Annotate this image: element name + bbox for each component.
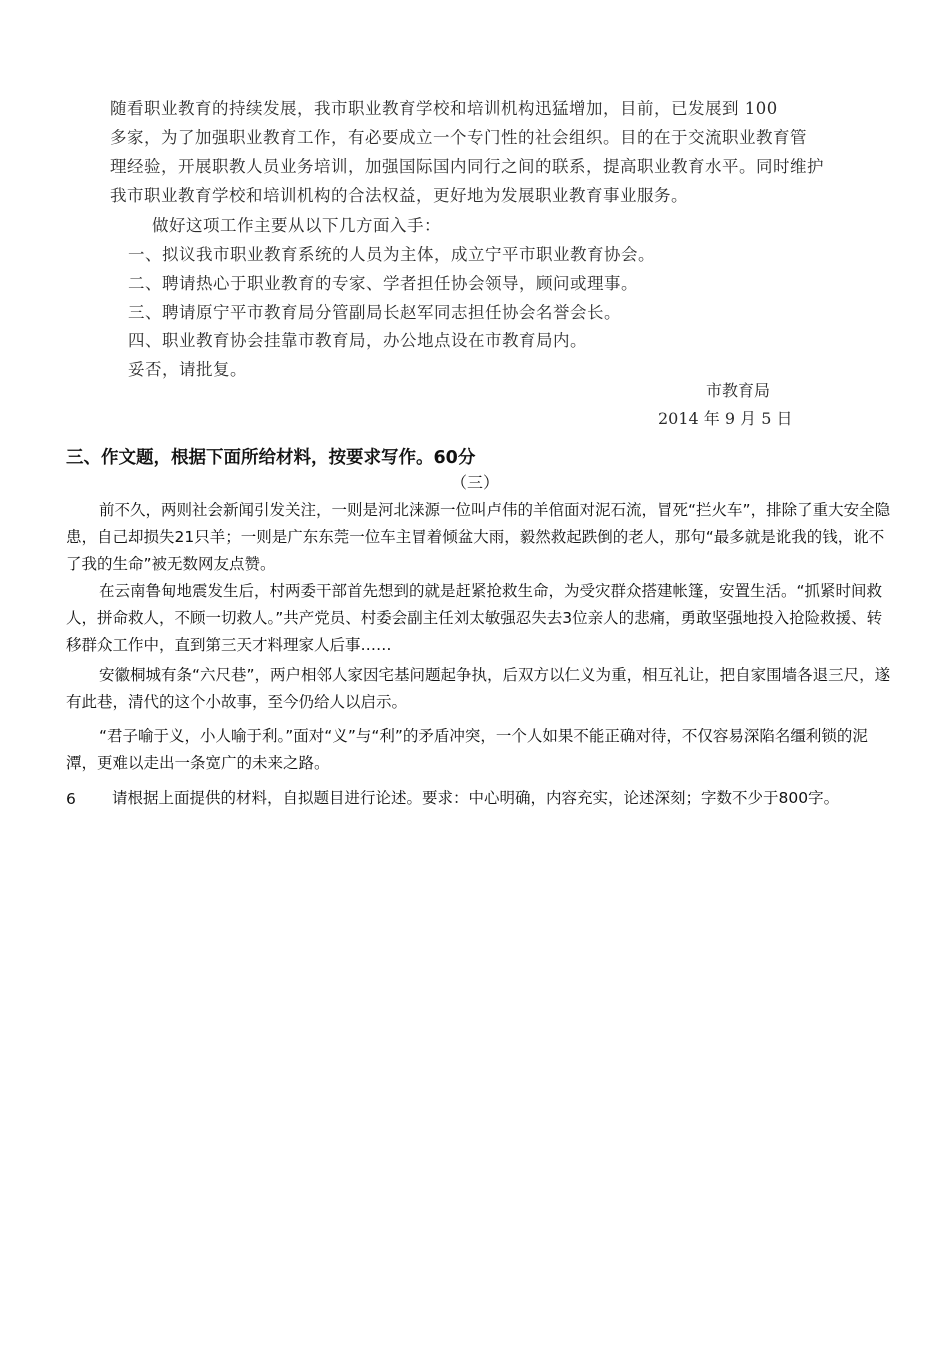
letter-line: 一、拟议我市职业教育系统的人员为主体，成立宁平市职业教育协会。 xyxy=(128,245,655,264)
scanned-letter xyxy=(110,95,880,435)
letter-date: 2014 年 9 月 5 日 xyxy=(658,409,793,428)
letter-line: 理经验，开展职教人员业务培训，加强国际国内同行之间的联系，提高职业教育水平。同时维护 xyxy=(110,157,824,176)
sub-heading: （三） xyxy=(450,473,499,492)
material-paragraph: “君子喻于义，小人喻于利。”面对“义”与“利”的矛盾冲突，一个人如果不能正确对待，不仅容易深陷名缰利锁的泥潭，更难以走出一条宽广的未来之路。 xyxy=(66,727,868,772)
letter-signature: 市教育局 xyxy=(706,381,771,400)
letter-line: 四、职业教育协会挂靠市教育局，办公地点设在市教育局内。 xyxy=(128,331,587,350)
material-paragraph: 在云南鲁甸地震发生后，村两委干部首先想到的就是赶紧抢救生命，为受灾群众搭建帐篷，安置生活。“抓紧时间救人，拼命救人，不顾一切救人。”共产党员、村委会副主任刘太敏强忍失去3位亲人的悲痛，勇敢坚强地投入抢险救援、转移群众工作中，直到第三天才料理家人后事…… xyxy=(66,582,883,654)
letter-line: 多家，为了加强职业教育工作，有必要成立一个专门性的社会组织。目的在于交流职业教育管 xyxy=(110,128,807,147)
letter-line: 三、聘请原宁平市教育局分管副局长赵军同志担任协会名誉会长。 xyxy=(128,303,621,322)
task-text: 请根据上面提供的材料，自拟题目进行论述。要求：中心明确，内容充实，论述深刻；字数不少于800字。 xyxy=(112,789,840,807)
letter-line: 妥否，请批复。 xyxy=(128,360,247,379)
section-heading: 三、作文题，根据下面所给材料，按要求写作。60分 xyxy=(66,448,476,468)
letter-line: 二、聘请热心于职业教育的专家、学者担任协会领导，顾问或理事。 xyxy=(128,274,638,293)
letter-line: 随看职业教育的持续发展，我市职业教育学校和培训机构迅猛增加，目前，已发展到 100 xyxy=(110,99,778,118)
letter-line: 我市职业教育学校和培训机构的合法权益，更好地为发展职业教育事业服务。 xyxy=(110,186,688,205)
material-paragraph: 前不久，两则社会新闻引发关注，一则是河北涞源一位叫卢伟的羊倌面对泥石流，冒死“拦火车”，排除了重大安全隐患，自己却损失21只羊；一则是广东东莞一位车主冒着倾盆大雨，毅然救起跌倒的老人，那句“最多就是讹我的钱，讹不了我的生命”被无数网友点赞。 xyxy=(66,501,891,573)
material-paragraph: 安徽桐城有条“六尺巷”，两户相邻人家因宅基问题起争执，后双方以仁义为重，相互礼让，把自家围墙各退三尺，遂有此巷，清代的这个小故事，至今仍给人以启示。 xyxy=(66,666,891,711)
task-number: 6 xyxy=(66,790,76,808)
letter-line: 做好这项工作主要从以下几方面入手： xyxy=(152,216,441,235)
